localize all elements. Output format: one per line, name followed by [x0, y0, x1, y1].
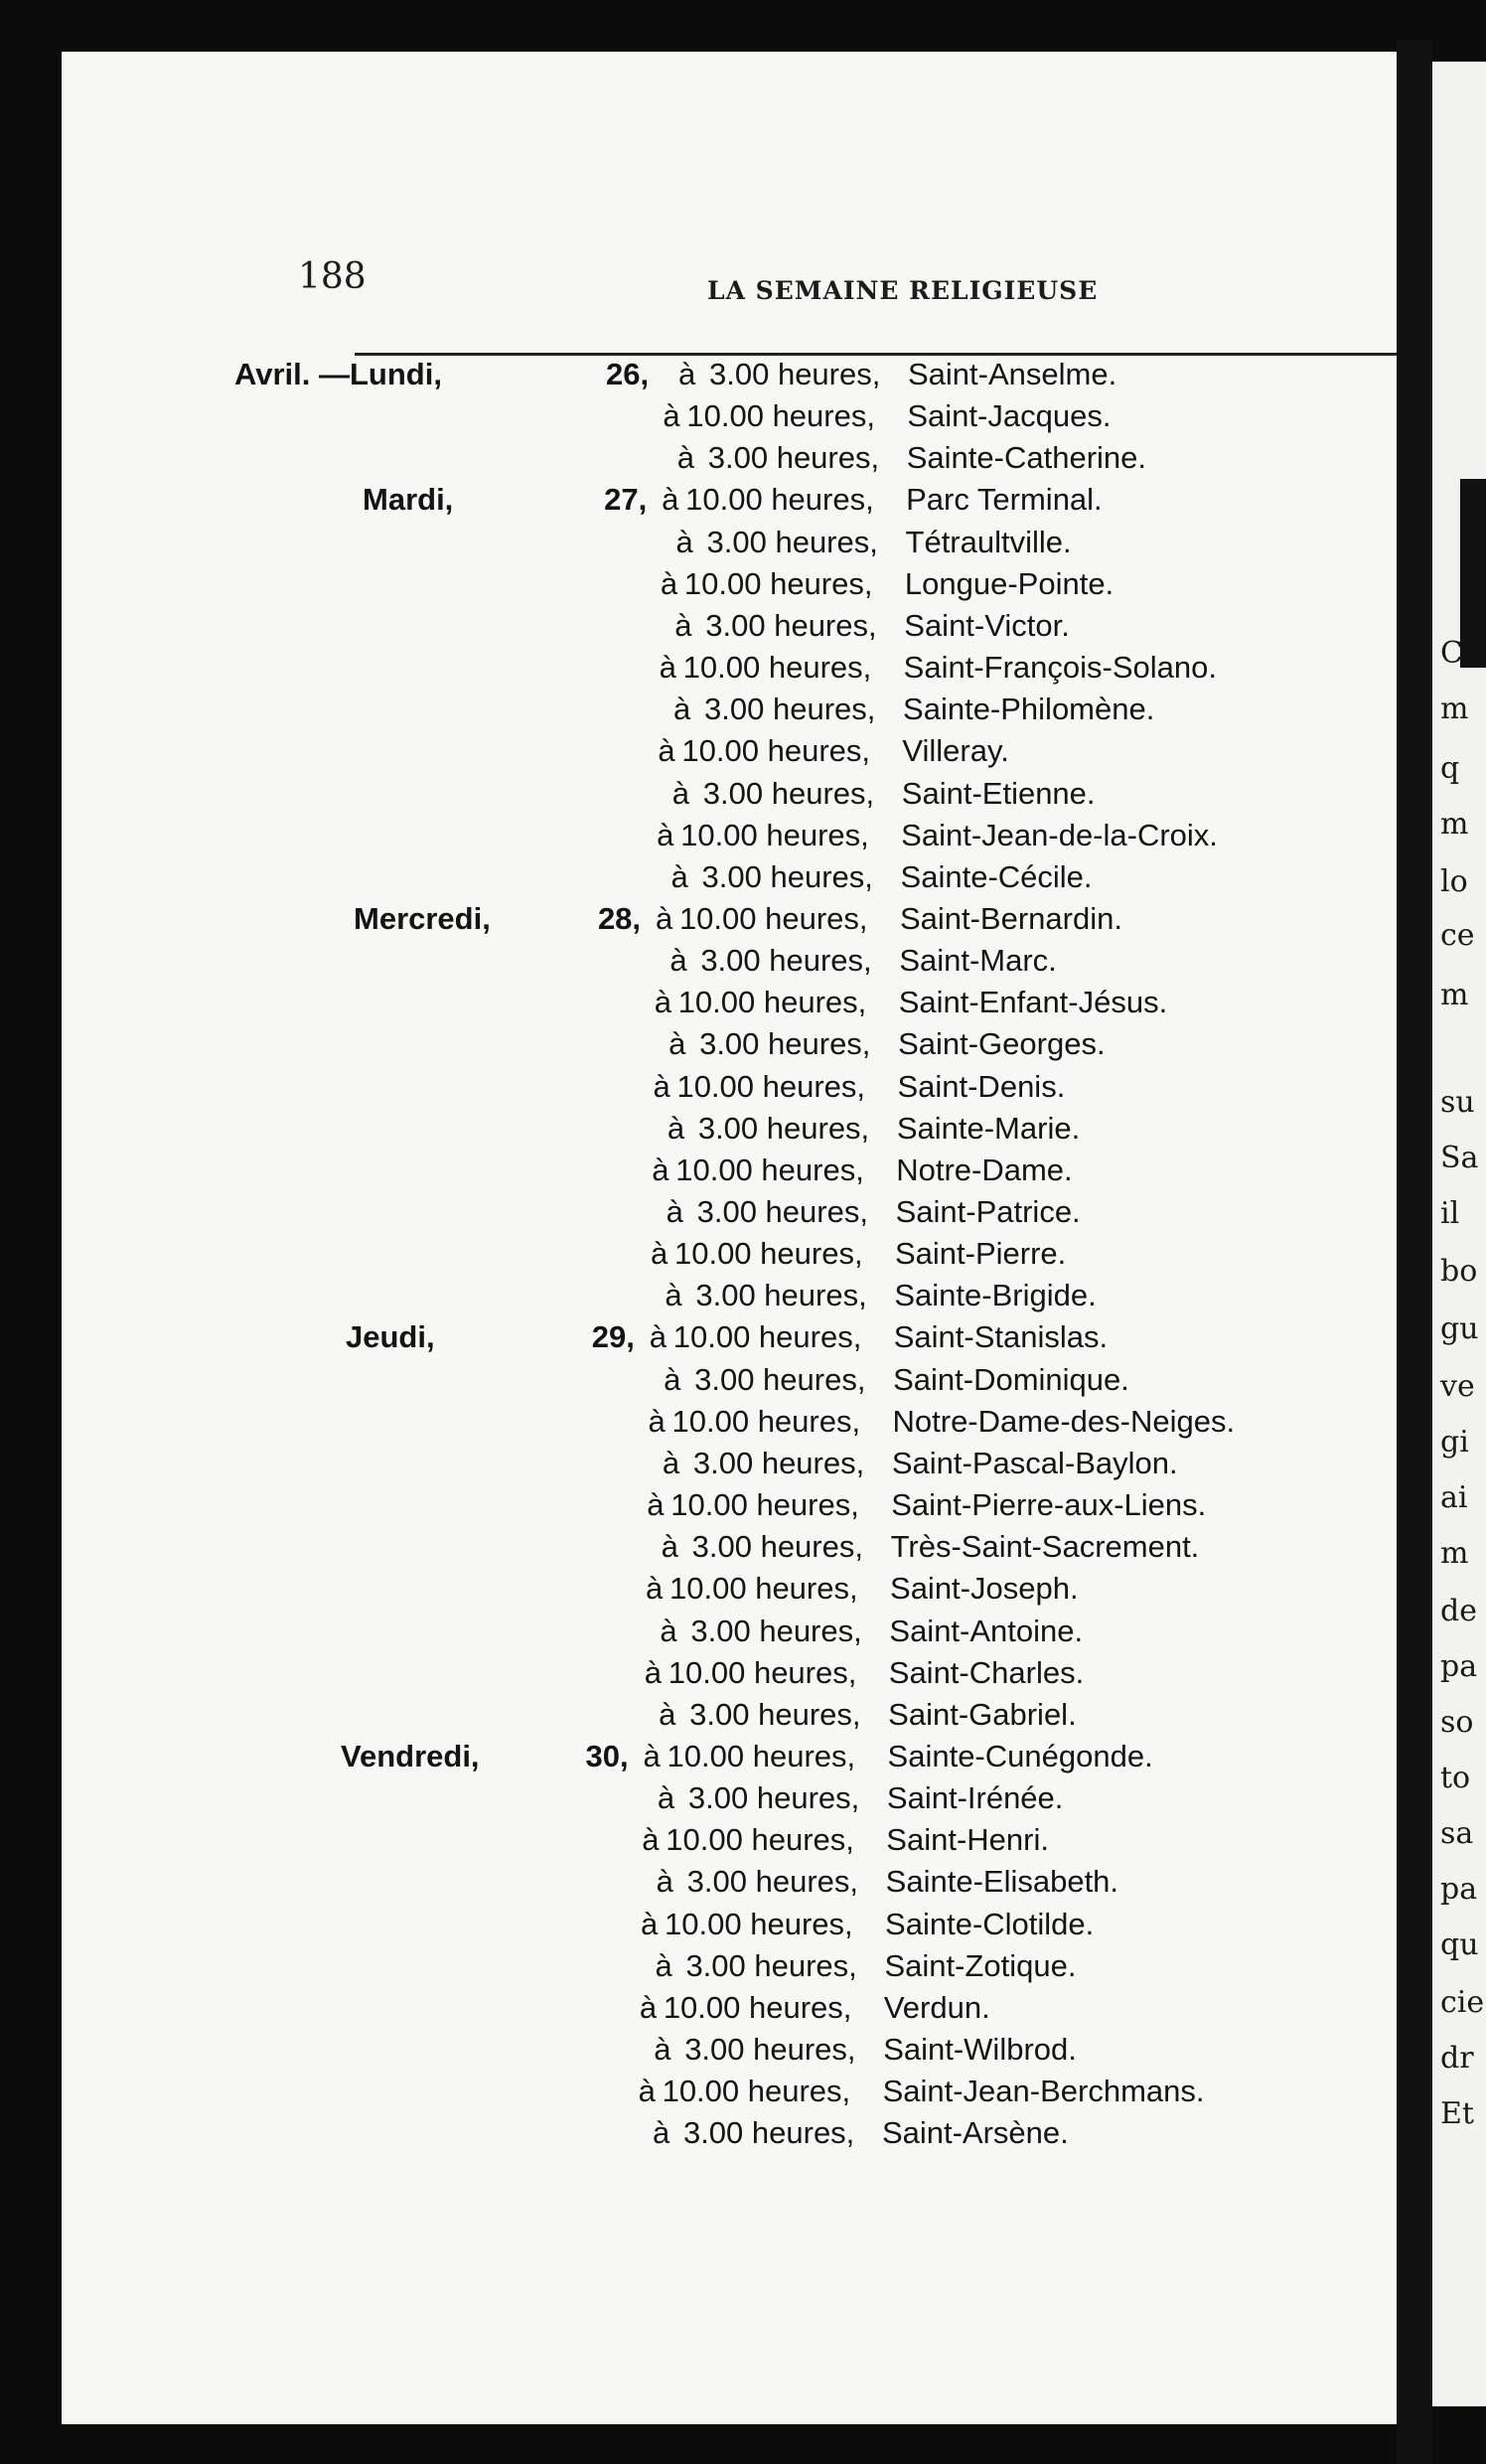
place-name: Parc Terminal.	[906, 482, 1103, 518]
facing-page-fragment: dr	[1440, 2041, 1474, 2076]
schedule-row	[62, 1568, 1397, 1610]
schedule-row	[62, 1819, 1397, 1861]
hour-label: 3.00 heures,	[705, 607, 877, 643]
date-label: 27,	[604, 482, 648, 518]
schedule-row	[62, 982, 1397, 1023]
hour-label: 10.00 heures,	[685, 482, 874, 518]
schedule-row	[62, 1777, 1397, 1819]
schedule-row	[62, 1904, 1397, 1945]
facing-page-fragment: lo	[1440, 864, 1468, 899]
hour-label: 10.00 heures,	[683, 565, 873, 601]
date-label: 26,	[606, 357, 650, 391]
preposition: à	[662, 1445, 680, 1480]
schedule-list	[62, 52, 1397, 2424]
preposition: à	[676, 440, 694, 476]
schedule-row	[62, 647, 1397, 689]
schedule-row	[62, 1359, 1397, 1401]
schedule-row	[62, 1736, 1397, 1777]
preposition: à	[671, 775, 690, 811]
running-head-title: LA SEMAINE RELIGIEUSE	[707, 276, 1099, 305]
preposition: à	[666, 1194, 683, 1229]
schedule-row	[62, 2029, 1397, 2071]
preposition: à	[641, 1906, 659, 1941]
schedule-row	[62, 605, 1397, 647]
place-name: Tétraultville.	[905, 524, 1072, 559]
hour-label: 3.00 heures,	[701, 858, 873, 894]
hour-label: 10.00 heures,	[675, 1152, 864, 1187]
hour-label: 10.00 heures,	[680, 817, 869, 852]
preposition: à	[654, 985, 671, 1020]
schedule-row	[62, 1191, 1397, 1233]
facing-page-fragment: qu	[1440, 1927, 1479, 1962]
hour-label: 3.00 heures,	[707, 440, 880, 476]
hour-label: 10.00 heures,	[663, 1989, 852, 2025]
hour-label: 3.00 heures,	[687, 1780, 860, 1816]
hour-label: 10.00 heures,	[677, 985, 867, 1020]
preposition: à	[643, 1738, 661, 1773]
place-name: Saint-Henri.	[886, 1822, 1049, 1858]
preposition: à	[654, 2032, 671, 2067]
hour-label: 10.00 heures,	[665, 1906, 853, 1941]
facing-page-fragment: gu	[1440, 1311, 1479, 1346]
hour-label: 3.00 heures,	[709, 357, 881, 391]
place-name: Très-Saint-Sacrement.	[890, 1529, 1200, 1565]
place-name: Notre-Dame.	[896, 1152, 1073, 1187]
hour-label: 3.00 heures,	[699, 1026, 871, 1062]
place-name: Saint-Anselme.	[908, 357, 1117, 391]
facing-page-fragment: m	[1440, 978, 1469, 1012]
place-name: Saint-Charles.	[888, 1654, 1085, 1690]
preposition: à	[655, 900, 673, 936]
preposition: à	[657, 817, 674, 852]
hour-label: 10.00 heures,	[662, 2074, 851, 2109]
preposition: à	[675, 524, 693, 559]
left-page	[62, 52, 1397, 2424]
day-label: Avril. —Lundi,	[234, 357, 442, 391]
facing-page-fragment: to	[1440, 1761, 1471, 1795]
place-name: Sainte-Clotilde.	[885, 1906, 1095, 1941]
hour-label: 10.00 heures,	[668, 1654, 857, 1690]
facing-page-fragment: pa	[1440, 1872, 1478, 1907]
facing-page-fragment: de	[1440, 1594, 1477, 1628]
facing-page-fragment: sa	[1440, 1816, 1474, 1851]
schedule-row	[62, 1987, 1397, 2029]
facing-page-fragment: ve	[1440, 1369, 1475, 1404]
place-name: Saint-Joseph.	[890, 1571, 1079, 1607]
place-name: Saint-Zotique.	[884, 1947, 1077, 1983]
schedule-row	[62, 1611, 1397, 1652]
preposition: à	[657, 1780, 675, 1816]
facing-page-fragment: il	[1440, 1196, 1460, 1231]
place-name: Saint-Etienne.	[901, 775, 1096, 811]
place-name: Saint-Dominique.	[893, 1361, 1129, 1397]
schedule-row	[62, 1484, 1397, 1526]
place-name: Saint-Pierre.	[894, 1236, 1067, 1272]
schedule-row	[62, 395, 1397, 437]
place-name: Villeray.	[902, 733, 1009, 769]
facing-page-fragment: m	[1440, 692, 1469, 726]
day-label: Jeudi,	[346, 1319, 435, 1355]
place-name: Saint-Bernardin.	[899, 900, 1122, 936]
place-name: Saint-François-Solano.	[903, 650, 1217, 686]
preposition: à	[658, 733, 675, 769]
place-name: Saint-Arsène.	[881, 2115, 1069, 2151]
preposition: à	[660, 1613, 677, 1648]
hour-label: 10.00 heures,	[666, 1822, 854, 1858]
preposition: à	[646, 1571, 664, 1607]
preposition: à	[638, 2074, 656, 2109]
facing-page-fragment: cie	[1440, 1985, 1485, 2020]
schedule-row	[62, 730, 1397, 772]
schedule-row	[62, 1652, 1397, 1694]
schedule-row	[62, 437, 1397, 479]
hour-label: 3.00 heures,	[704, 692, 876, 727]
hour-label: 3.00 heures,	[684, 2032, 856, 2067]
preposition: à	[667, 1110, 685, 1146]
schedule-row	[62, 2112, 1397, 2154]
book-gutter	[1397, 40, 1432, 2464]
schedule-row	[62, 522, 1397, 563]
hour-label: 10.00 heures,	[669, 1571, 858, 1607]
preposition: à	[652, 2115, 670, 2151]
facing-page-fragment: m	[1440, 1536, 1469, 1571]
date-label: 28,	[597, 900, 642, 936]
schedule-row	[62, 2071, 1397, 2112]
facing-page-fragment: Et	[1440, 2096, 1474, 2131]
preposition: à	[665, 1278, 682, 1313]
facing-page-fragment: su	[1440, 1085, 1475, 1120]
hour-label: 10.00 heures,	[681, 733, 870, 769]
hour-label: 3.00 heures,	[700, 943, 872, 979]
place-name: Saint-Gabriel.	[888, 1696, 1077, 1732]
preposition: à	[642, 1822, 660, 1858]
place-name: Sainte-Cécile.	[900, 858, 1093, 894]
hour-label: 10.00 heures,	[676, 1068, 866, 1104]
preposition: à	[650, 1236, 669, 1272]
schedule-row	[62, 563, 1397, 605]
place-name: Saint-Patrice.	[895, 1194, 1081, 1229]
preposition: à	[647, 1487, 665, 1523]
facing-page-fragment: C	[1440, 636, 1463, 671]
preposition: à	[664, 1361, 681, 1397]
hour-label: 10.00 heures,	[672, 1319, 862, 1355]
schedule-row	[62, 1150, 1397, 1191]
place-name: Saint-Wilbrod.	[883, 2032, 1077, 2067]
preposition: à	[656, 1864, 673, 1900]
date-label: 29,	[591, 1319, 635, 1355]
facing-page-fragment: so	[1440, 1705, 1474, 1740]
place-name: Sainte-Marie.	[896, 1110, 1081, 1146]
schedule-row	[62, 1066, 1397, 1108]
schedule-row	[62, 1526, 1397, 1568]
place-name: Saint-Jean-Berchmans.	[882, 2074, 1205, 2109]
place-name: Saint-Stanislas.	[893, 1319, 1109, 1355]
facing-page-fragment: pa	[1440, 1649, 1478, 1684]
preposition: à	[639, 1989, 658, 2025]
place-name: Saint-Irénée.	[886, 1780, 1064, 1816]
preposition: à	[673, 692, 691, 727]
place-name: Sainte-Cunégonde.	[887, 1738, 1153, 1773]
place-name: Saint-Antoine.	[889, 1613, 1084, 1648]
hour-label: 10.00 heures,	[667, 1738, 856, 1773]
schedule-row	[62, 479, 1397, 521]
place-name: Saint-Marc.	[899, 943, 1057, 979]
schedule-row	[62, 773, 1397, 815]
schedule-row	[62, 1023, 1397, 1065]
place-name: Sainte-Philomène.	[903, 692, 1155, 727]
preposition: à	[662, 482, 679, 518]
facing-page-heading-block	[1460, 479, 1486, 668]
hour-label: 3.00 heures,	[695, 1278, 867, 1313]
place-name: Sainte-Catherine.	[906, 440, 1146, 476]
schedule-row	[62, 1443, 1397, 1484]
hour-label: 3.00 heures,	[682, 2115, 855, 2151]
place-name: Notre-Dame-des-Neiges.	[892, 1403, 1236, 1439]
schedule-row	[62, 1108, 1397, 1150]
day-label: Mardi,	[363, 482, 454, 518]
facing-page-fragment: m	[1440, 807, 1469, 842]
schedule-row	[62, 815, 1397, 856]
place-name: Longue-Pointe.	[904, 565, 1114, 601]
place-name: Saint-Pascal-Baylon.	[891, 1445, 1178, 1480]
schedule-row	[62, 1316, 1397, 1358]
schedule-row	[62, 1945, 1397, 1987]
preposition: à	[660, 565, 678, 601]
hour-label: 3.00 heures,	[690, 1613, 862, 1648]
schedule-row	[62, 856, 1397, 898]
day-label: Mercredi,	[354, 900, 491, 936]
preposition: à	[659, 650, 676, 686]
hour-label: 3.00 heures,	[706, 524, 878, 559]
place-name: Saint-Victor.	[904, 607, 1070, 643]
place-name: Saint-Denis.	[897, 1068, 1066, 1104]
hour-label: 10.00 heures,	[682, 650, 872, 686]
day-label: Vendredi,	[341, 1738, 480, 1773]
preposition: à	[669, 943, 687, 979]
hour-label: 10.00 heures,	[671, 1403, 861, 1439]
schedule-row	[62, 689, 1397, 730]
facing-page-fragment: ce	[1440, 918, 1475, 953]
preposition: à	[670, 858, 688, 894]
schedule-row	[62, 1401, 1397, 1443]
schedule-row	[62, 940, 1397, 982]
place-name: Saint-Pierre-aux-Liens.	[891, 1487, 1207, 1523]
hour-label: 3.00 heures,	[696, 1194, 868, 1229]
hour-label: 3.00 heures,	[691, 1529, 863, 1565]
facing-page-fragment: bo	[1440, 1254, 1478, 1289]
schedule-row	[62, 1275, 1397, 1316]
place-name: Saint-Enfant-Jésus.	[898, 985, 1168, 1020]
hour-label: 10.00 heures,	[670, 1487, 859, 1523]
hour-label: 3.00 heures,	[694, 1361, 866, 1397]
hour-label: 10.00 heures,	[686, 398, 875, 434]
place-name: Verdun.	[883, 1989, 990, 2025]
preposition: à	[649, 1319, 667, 1355]
hour-label: 3.00 heures,	[685, 1947, 857, 1983]
preposition: à	[655, 1947, 672, 1983]
preposition: à	[644, 1654, 663, 1690]
facing-page-fragment: gi	[1440, 1425, 1469, 1460]
hour-label: 10.00 heures,	[678, 900, 868, 936]
schedule-row	[62, 1694, 1397, 1736]
preposition: à	[674, 607, 692, 643]
schedule-row	[62, 354, 1397, 395]
preposition: à	[661, 1529, 678, 1565]
preposition: à	[653, 1068, 670, 1104]
hour-label: 10.00 heures,	[673, 1236, 863, 1272]
hour-label: 3.00 heures,	[702, 775, 875, 811]
place-name: Saint-Jacques.	[907, 398, 1112, 434]
hour-label: 3.00 heures,	[689, 1696, 861, 1732]
hour-label: 3.00 heures,	[697, 1110, 870, 1146]
hour-label: 3.00 heures,	[686, 1864, 859, 1900]
place-name: Saint-Georges.	[898, 1026, 1106, 1062]
place-name: Sainte-Elisabeth.	[885, 1864, 1119, 1900]
facing-page-fragment: q	[1440, 751, 1460, 786]
facing-page-fragment: ai	[1440, 1480, 1468, 1515]
facing-page-fragment: Sa	[1440, 1141, 1479, 1175]
page-number: 188	[298, 256, 367, 297]
preposition: à	[663, 398, 680, 434]
preposition: à	[648, 1403, 666, 1439]
preposition: à	[659, 1696, 676, 1732]
preposition: à	[652, 1152, 669, 1187]
hour-label: 3.00 heures,	[692, 1445, 865, 1480]
place-name: Saint-Jean-de-la-Croix.	[901, 817, 1218, 852]
facing-page-edge	[1432, 62, 1486, 2406]
schedule-row	[62, 1861, 1397, 1903]
date-label: 30,	[585, 1738, 629, 1773]
place-name: Sainte-Brigide.	[894, 1278, 1097, 1313]
schedule-row	[62, 1233, 1397, 1275]
preposition: à	[678, 357, 696, 391]
preposition: à	[669, 1026, 686, 1062]
schedule-row	[62, 898, 1397, 940]
